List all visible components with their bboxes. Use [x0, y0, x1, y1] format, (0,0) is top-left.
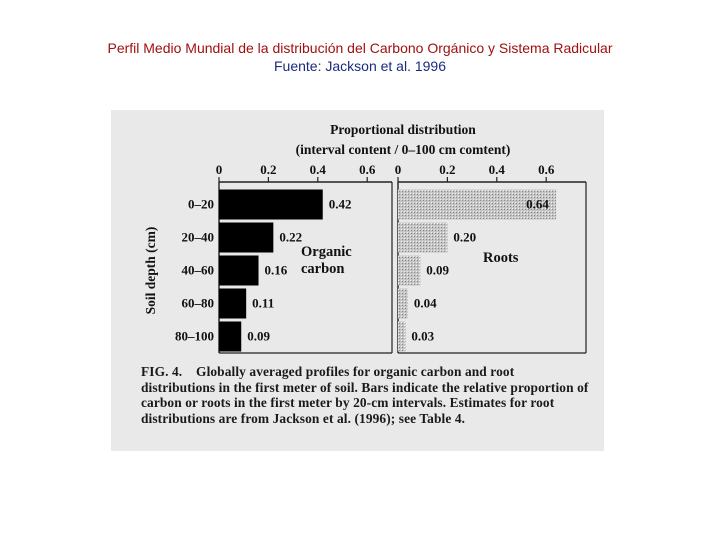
- y-axis-label: Soil depth (cm): [143, 226, 158, 315]
- carbon-x-tick-label: 0.6: [359, 162, 376, 177]
- roots-value-label: 0.04: [413, 295, 437, 311]
- roots-value-label: 0.20: [453, 229, 477, 245]
- slide-source: Fuente: Jackson et al. 1996: [274, 58, 446, 74]
- category-tick-label: 40–60: [181, 262, 214, 278]
- carbon-panel-label: Organic: [301, 244, 352, 260]
- roots-x-tick-label: 0.2: [439, 162, 456, 177]
- roots-bar: [398, 289, 408, 319]
- roots-bar: [398, 256, 420, 286]
- carbon-value-label: 0.09: [247, 328, 270, 344]
- roots-value-label: 0.03: [411, 328, 435, 344]
- roots-bar: [398, 322, 405, 352]
- carbon-x-tick-label: 0.4: [309, 162, 326, 177]
- carbon-x-tick-label: 0: [215, 162, 223, 177]
- chart-subtitle: (interval content / 0–100 cm comtent): [295, 142, 511, 157]
- figure-image: [111, 110, 604, 451]
- carbon-value-label: 0.42: [328, 196, 352, 212]
- roots-panel-label: Roots: [483, 250, 519, 266]
- category-tick-label: 80–100: [175, 328, 214, 344]
- chart-title: Proportional distribution: [330, 122, 476, 137]
- roots-x-tick-label: 0.4: [488, 162, 505, 177]
- carbon-value-label: 0.22: [279, 229, 303, 245]
- carbon-bar: [219, 289, 246, 319]
- roots-bar: [398, 223, 447, 253]
- carbon-bar: [219, 223, 273, 253]
- category-tick-label: 60–80: [181, 295, 214, 311]
- category-tick-label: 20–40: [181, 229, 214, 245]
- caption-label: FIG. 4.: [141, 364, 183, 379]
- carbon-bar: [219, 256, 259, 286]
- figure-caption: [141, 364, 591, 426]
- roots-x-tick-label: 0.6: [538, 162, 555, 177]
- roots-value-label: 0.09: [426, 262, 449, 278]
- roots-x-tick-label: 0: [394, 162, 402, 177]
- carbon-bar: [219, 322, 241, 352]
- carbon-value-label: 0.16: [264, 262, 288, 278]
- caption-text: Globally averaged profiles for organic carbon and root distributions in the first meter of soil. Bars indicate the relative proportion of carbon or roots in the first meter by 20-cm intervals. Estimates for root distributions are from Jackson et al. (1996); see Table 4.: [141, 364, 589, 426]
- category-tick-label: 0–20: [188, 196, 214, 212]
- slide-title: Perfil Medio Mundial de la distribución del Carbono Orgánico y Sistema Radicular: [107, 40, 613, 56]
- carbon-value-label: 0.11: [252, 295, 275, 311]
- carbon-panel-label: carbon: [301, 261, 345, 277]
- carbon-x-tick-label: 0.2: [260, 162, 277, 177]
- carbon-bar: [219, 190, 323, 220]
- roots-value-label: 0.64: [526, 196, 549, 212]
